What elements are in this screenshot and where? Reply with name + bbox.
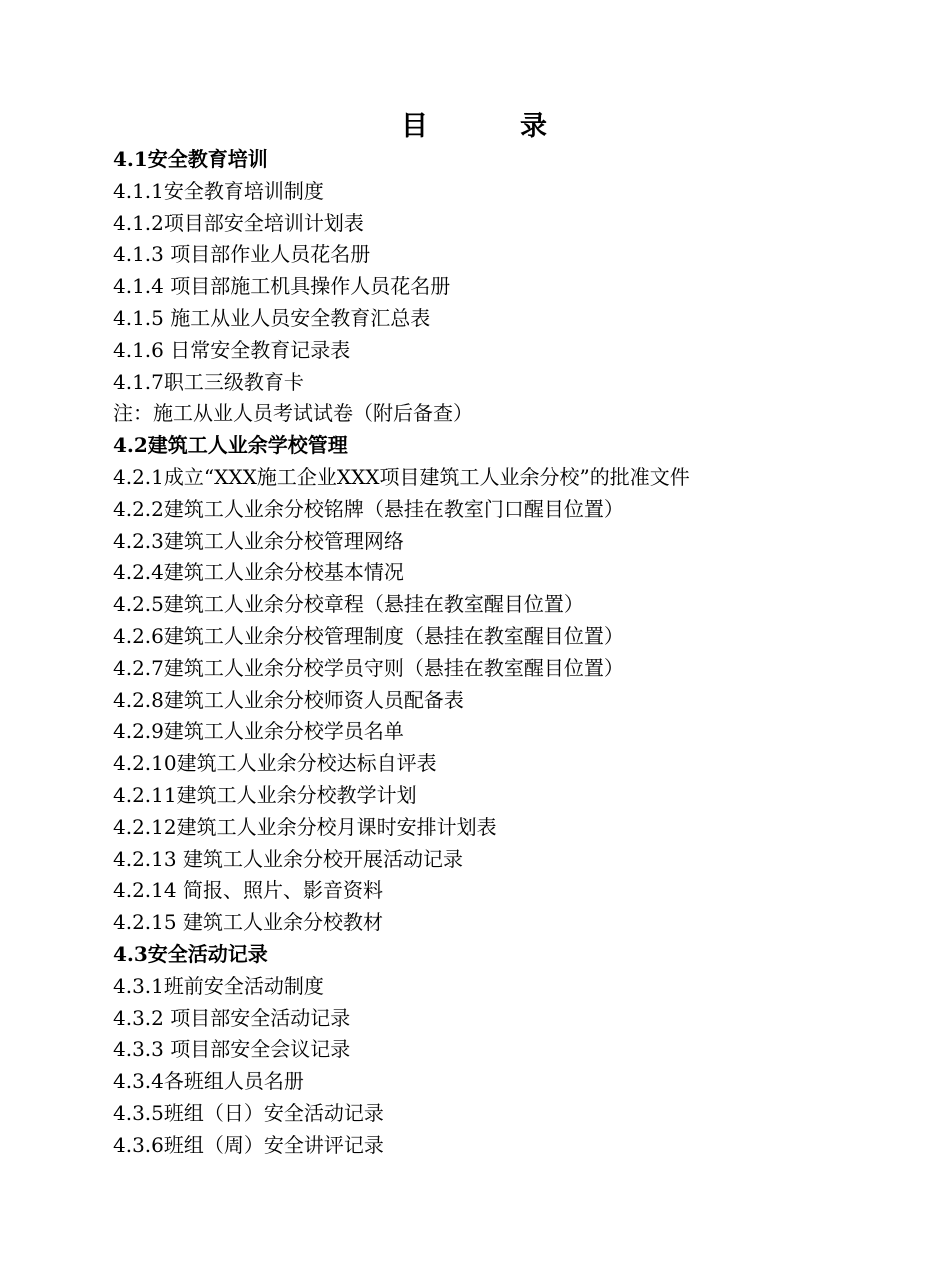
page-title (0, 108, 950, 146)
toc-entry: 4.2.12建筑工人业余分校月课时安排计划表 (113, 814, 497, 839)
toc-entry: 4.1.3 项目部作业人员花名册 (113, 242, 371, 267)
toc-entry: 4.1.2项目部安全培训计划表 (113, 210, 364, 235)
toc-entry: 4.3.5班组（日）安全活动记录 (113, 1100, 384, 1125)
toc-entry: 4.2.7建筑工人业余分校学员守则（悬挂在教室醒目位置） (113, 655, 624, 680)
toc-entry: 4.1.6 日常安全教育记录表 (113, 337, 351, 362)
toc-entry: 4.3.4各班组人员名册 (113, 1069, 304, 1094)
toc-entry: 4.3.6班组（周）安全讲评记录 (113, 1132, 384, 1157)
toc-entry: 4.2.10建筑工人业余分校达标自评表 (113, 751, 437, 776)
toc-section-heading: 4.2建筑工人业余学校管理 (113, 433, 348, 458)
toc-entry: 4.2.4建筑工人业余分校基本情况 (113, 560, 404, 585)
toc-list (113, 144, 913, 1162)
toc-entry: 4.2.6建筑工人业余分校管理制度（悬挂在教室醒目位置） (113, 623, 624, 648)
toc-entry: 4.2.11建筑工人业余分校教学计划 (113, 782, 417, 807)
toc-entry: 4.2.8建筑工人业余分校师资人员配备表 (113, 687, 464, 712)
toc-entry: 4.1.4 项目部施工机具操作人员花名册 (113, 274, 451, 299)
toc-entry: 4.2.5建筑工人业余分校章程（悬挂在教室醒目位置） (113, 592, 584, 617)
toc-entry: 4.1.7职工三级教育卡 (113, 369, 304, 394)
toc-entry: 4.1.5 施工从业人员安全教育汇总表 (113, 305, 431, 330)
toc-entry: 4.2.14 简报、照片、影音资料 (113, 878, 383, 903)
toc-entry: 4.3.1班前安全活动制度 (113, 973, 324, 998)
toc-entry: 注：施工从业人员考试试卷（附后备查） (113, 401, 473, 426)
title-char-1: 目 (401, 111, 430, 142)
toc-entry: 4.2.2建筑工人业余分校铭牌（悬挂在教室门口醒目位置） (113, 496, 624, 521)
toc-entry: 4.2.9建筑工人业余分校学员名单 (113, 719, 404, 744)
toc-section-heading: 4.1安全教育培训 (113, 147, 268, 171)
toc-entry: 4.2.1成立“XXX施工企业XXX项目建筑工人业余分校”的批准文件 (113, 464, 690, 489)
toc-entry: 4.2.3建筑工人业余分校管理网络 (113, 528, 404, 553)
toc-entry: 4.2.13 建筑工人业余分校开展活动记录 (113, 846, 463, 871)
toc-entry: 4.3.2 项目部安全活动记录 (113, 1005, 351, 1030)
toc-section-heading: 4.3安全活动记录 (113, 941, 268, 966)
toc-entry: 4.1.1安全教育培训制度 (113, 178, 324, 203)
toc-entry: 4.3.3 项目部安全会议记录 (113, 1037, 351, 1062)
title-char-2: 录 (520, 111, 549, 142)
toc-entry: 4.2.15 建筑工人业余分校教材 (113, 910, 383, 935)
